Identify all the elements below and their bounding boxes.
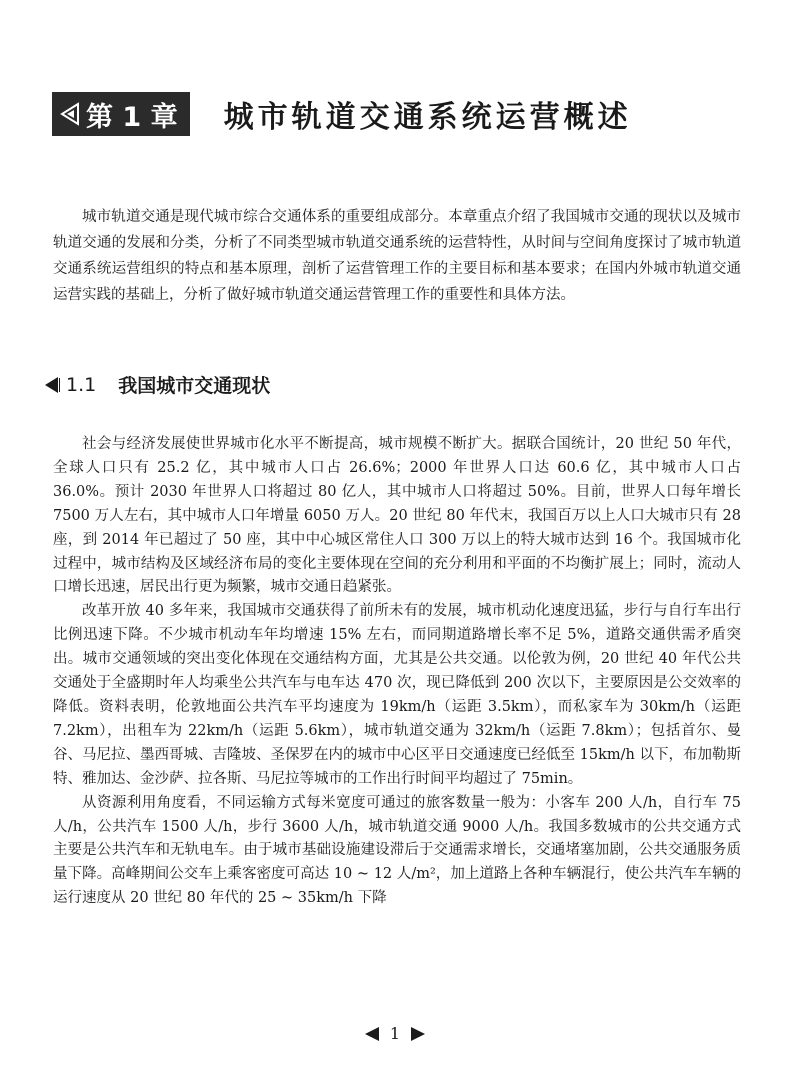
triangle-right-icon bbox=[410, 1026, 426, 1042]
triangle-left-icon bbox=[364, 1026, 380, 1042]
triangle-left-icon bbox=[60, 102, 80, 126]
chapter-header bbox=[52, 92, 632, 136]
page-number: 1 bbox=[389, 1024, 401, 1043]
body-text bbox=[53, 433, 741, 911]
paragraph: 社会与经济发展使世界城市化水平不断提高，城市规模不断扩大。据联合国统计，20 世纪 50 年代，全球人口只有 25.2 亿，其中城市人口占 26.6%；2000 年世界人口达 60.6 亿，其中城市人口占 36.0%。预计 2030 年世界人口将超过 80 亿人，其中城市人口将超过 50%。目前，世界人口每年增长 7500 万人左右，其中城市人口年增量 6050 万人。20 世纪 80 年代末，我国百万以上人口大城市只有 28 座，到 2014 年已超过了 50 座，其中中心城区常住人口 300 万以上的特大城市达到 16 个。我国城市化过程中，城市结构及区域经济布局的变化主要体现在空间的充分利用和平面的不均衡扩展上；同时，流动人口增长迅速，居民出行更为频繁，城市交通日趋紧张。 bbox=[53, 436, 741, 596]
section-header bbox=[44, 371, 270, 398]
chapter-badge bbox=[52, 92, 190, 136]
section-marker-icon bbox=[44, 376, 60, 394]
paragraph: 改革开放 40 多年来，我国城市交通获得了前所未有的发展，城市机动化速度迅猛，步行与自行车出行比例迅速下降。不少城市机动车年均增速 15% 左右，而同期道路增长率不足 5%，道路交通供需矛盾突出。城市交通领域的突出变化体现在交通结构方面，尤其是公共交通。以伦敦为例，20 世纪 40 年代公共交通处于全盛期时年人均乘坐公共汽车与电车达 470 次，现已降低到 200 次以下，主要原因是公交效率的降低。资料表明，伦敦地面公共汽车平均速度为 19km/h（运距 3.5km），而私家车为 30km/h（运距 7.2km），出租车为 22km/h（运距 5.6km），城市轨道交通为 32km/h（运距 7.8km）；包括首尔、曼谷、马尼拉、墨西哥城、吉隆坡、圣保罗在内的城市中心区平日交通速度已经低至 15km/h 以下，布加勒斯特、雅加达、金沙萨、拉各斯、马尼拉等城市的工作出行时间平均超过了 75min。 bbox=[53, 603, 741, 787]
page-footer bbox=[0, 1024, 790, 1043]
paragraph: 从资源利用角度看，不同运输方式每米宽度可通过的旅客数量一般为：小客车 200 人/h，自行车 75 人/h，公共汽车 1500 人/h，步行 3600 人/h，城市轨道交通 9000 人/h。我国多数城市的公共交通方式主要是公共汽车和无轨电车。由于城市基础设施建设滞后于交通需求增长，交通堵塞加剧，公共交通服务质量下降。高峰期间公交车上乘客密度可高达 10 ~ 12 人/m²，加上道路上各种车辆混行，使公共汽车车辆的运行速度从 20 世纪 80 年代的 25 ~ 35km/h 下降 bbox=[53, 794, 741, 907]
section-number: 1.1 bbox=[66, 373, 97, 396]
chapter-intro: 城市轨道交通是现代城市综合交通体系的重要组成部分。本章重点介绍了我国城市交通的现状以及城市轨道交通的发展和分类，分析了不同类型城市轨道交通系统的运营特性，从时间与空间角度探讨了城市轨道交通系统运营组织的特点和基本原理，剖析了运营管理工作的主要目标和基本要求；在国内外城市轨道交通运营实践的基础上，分析了做好城市轨道交通运营管理工作的重要性和具体方法。 bbox=[53, 209, 741, 303]
chapter-label: 第 1 章 bbox=[86, 101, 178, 133]
section-title: 我国城市交通现状 bbox=[118, 375, 271, 397]
chapter-title: 城市轨道交通系统运营概述 bbox=[223, 100, 632, 135]
